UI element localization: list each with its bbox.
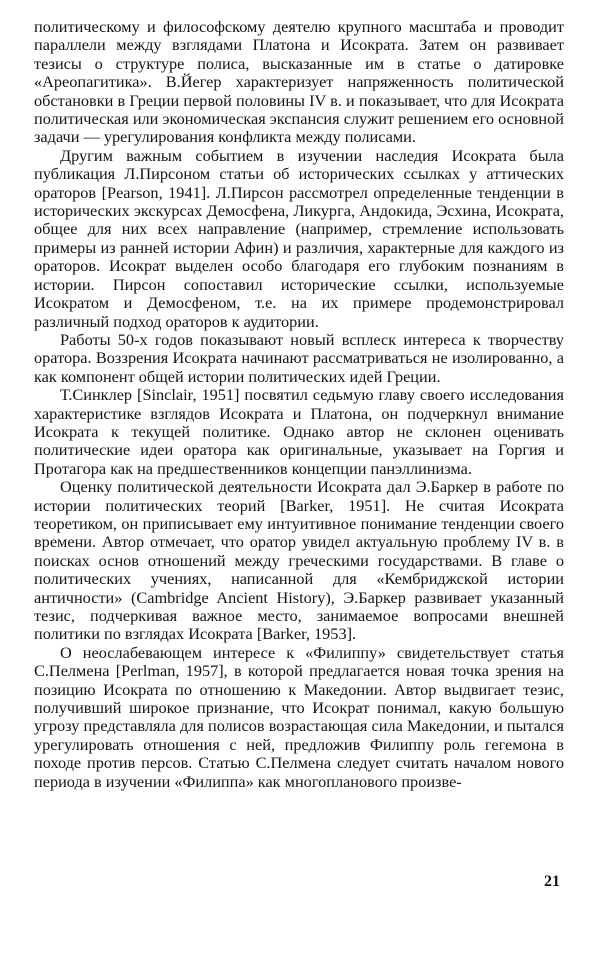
paragraph-1: политическому и философскому деятелю крупного масштаба и проводит параллели между взглядами Платона и Исократа. Затем он развивает тезисы о структуре полиса, высказанные им в статье о датировке «Ареопагитика». В.Йегер характеризует напряженность политической обстановки в Греции первой половины IV в. и показывает, что для Исократа политическая или экономическая экспансия служит решением его основной задачи — урегулирования конфликта между полисами.: [34, 17, 564, 147]
paragraph-4: Т.Синклер [Sinclair, 1951] посвятил седьмую главу своего исследования характеристике взглядов Исократа и Платона, он подчеркнул внимание Исократа к текущей политике. Однако автор не склонен оценивать политические идеи оратора как оригинальные, указывает на Горгия и Протагора как на предшественников концепции панэллинизма.: [34, 385, 564, 478]
paragraph-5: Оценку политической деятельности Исократа дал Э.Баркер в работе по истории политических теорий [Barker, 1951]. Не считая Исократа теоретиком, он приписывает ему интуитивное понимание тенденции своего времени. Автор отмечает, что оратор увидел актуальную проблему IV в. в поисках основ отношений между греческими государствами. В главе о политических учениях, написанной для «Кембриджской истории античности» (Cambridge Ancient History), Э.Баркер развивает указанный тезис, подчеркивая важное место, занимаемое вопросами внешней политики по взглядах Исократа [Barker, 1953].: [34, 477, 564, 644]
paragraph-3: Работы 50-х годов показывают новый всплеск интереса к творчеству оратора. Воззрения Исократа начинают рассматриваться не изолированно, а как компонент общей истории политических идей Греции.: [34, 329, 564, 386]
paragraph-6: О неослабевающем интересе к «Филиппу» свидетельствует статья С.Пелмена [Perlman, 1957], в которой предлагается новая точка зрения на позицию Исократа по отношению к Македонии. Автор выдвигает тезис, получивший широкое признание, что Исократ понимал, какую большую угрозу представляла для полисов возрастающая сила Македонии, и пытался урегулировать отношения с ней, предложив Филиппу роль гегемона в походе против персов. Статью С.Пелмена следует считать началом нового периода в изучении «Филиппа» как многопланового произве-: [34, 642, 564, 791]
page-number: 21: [544, 873, 560, 890]
page-text: [34, 18, 564, 791]
paragraph-2: Другим важным событием в изучении наследия Исократа была публикация Л.Пирсоном статьи об исторических ссылках у аттических ораторов [Pearson, 1941]. Л.Пирсон рассмотрел определенные тенденции в исторических экскурсах Демосфена, Ликурга, Андокида, Эсхина, Исократа, общее для них всех направление (например, стремление использовать примеры из ранней истории Афин) и различия, характерные для каждого из ораторов. Исократ выделен особо благодаря его глубоким познаниям в истории. Пирсон сопоставил исторические ссылки, используемые Исократом и Демосфеном, т.е. на их примере продемонстрировал различный подход ораторов к аудитории.: [34, 145, 564, 331]
